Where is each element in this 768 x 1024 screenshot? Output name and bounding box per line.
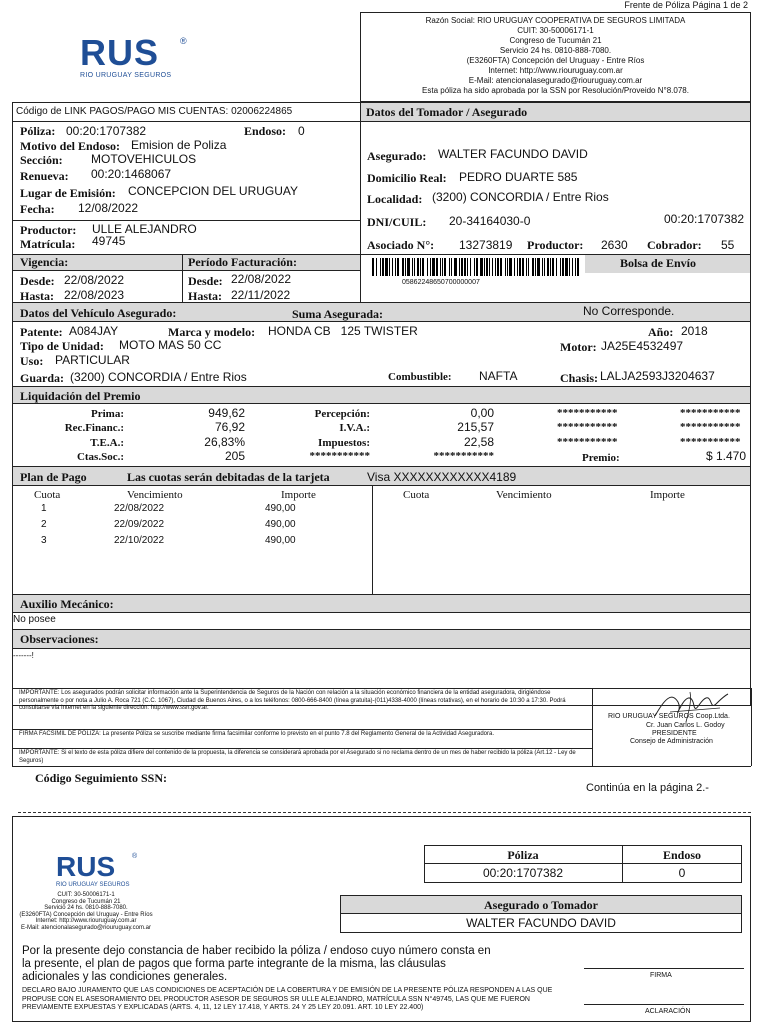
signature-name: Cr. Juan Carlos L. Godoy [646,722,725,729]
link-pagos: Código de LINK PAGOS/PAGO MIS CUENTAS: 02006224865 [16,106,293,117]
chasis-label: Chasis: [560,371,599,385]
col-importe-2: Importe [650,489,685,501]
company-line: Servicio 24 hs. 0810-888-7080. [499,46,612,55]
domicilio-value: PEDRO DUARTE 585 [459,170,578,184]
dni-value: 20-34164030-0 [449,214,531,228]
barcode-bar [454,258,457,276]
marca-label: Marca y modelo: [168,325,256,339]
percepcion-label: Percepción: [314,408,370,420]
importe-2: 490,00 [265,519,296,530]
barcode-bar [565,258,568,276]
asociado-label: Asociado N°: [367,238,435,252]
cobrador-value: 55 [721,238,735,252]
barcode-bar [407,258,410,276]
asegurado-label: Asegurado: [367,149,427,163]
signature-company: RIO URUGUAY SEGUROS Coop.Ltda. [608,713,730,720]
motor-value: JA25E4532497 [601,339,684,353]
barcode-bar [519,258,521,276]
barcode-bar [430,258,431,276]
stars: *********** [433,450,494,462]
barcode-bar [528,258,529,276]
firma-facsimil: FIRMA FACSIMIL DE PÓLIZA: La presente Póliza se suscribe mediante firma facsimilar conforme lo previsto en el punto 7.8 del Reglamento General de la Actividad Aseguradora. [19,731,495,737]
col-cuota-2: Cuota [403,489,430,501]
stub-endoso-value: 0 [678,866,686,880]
barcode [372,258,582,276]
company-info-box [360,12,751,102]
cuota-3: 3 [41,535,47,546]
fecha-value: 12/08/2022 [78,201,139,215]
poliza-label: Póliza: [20,124,56,138]
stub-asegurado-label: Asegurado o Tomador [483,898,599,912]
recfin-value: 76,92 [214,420,245,434]
col-vencimiento: Vencimiento [127,489,183,501]
premio-label: Premio: [582,452,620,464]
barcode-bar [470,258,471,276]
fecha-label: Fecha: [20,202,55,216]
company-logo [80,32,190,82]
barcode-bar [380,258,381,276]
logo-registered-mark: ® [180,36,187,46]
barcode-bar [486,258,488,276]
renueva-label: Renueva: [20,169,69,183]
stub-aclaracion-label: ACLARACIÓN [645,1008,691,1015]
stub-firma-label: FIRMA [650,972,672,979]
venc-2: 22/09/2022 [114,519,165,530]
barcode-bar [459,258,460,276]
barcode-bar [547,258,549,276]
patente-label: Patente: [20,325,63,339]
suma-value: No Corresponde. [583,304,675,318]
tomador-header: Datos del Tomador / Asegurado [366,105,528,119]
company-line: Esta póliza ha sido aprobada por la SSN por Resolución/Proveido N°8.078. [422,86,689,95]
periodo-desde-value: 22/08/2022 [231,272,292,286]
asegurado-value: WALTER FACUNDO DAVID [438,147,588,161]
chasis-value: LALJA2593J3204637 [600,369,715,383]
ctassoc-value: 205 [224,449,245,463]
barcode-bar [476,258,478,276]
stars: *********** [309,450,370,462]
stub-company-line: (E3260FTA) Concepción del Uruguay - Entre Ríos [19,911,153,918]
marca-value: HONDA CB 125 TWISTER [268,324,418,338]
stub-endoso-label: Endoso [662,848,702,862]
observaciones-value: -------! [13,651,34,660]
barcode-bar [542,258,543,276]
barcode-bar [509,258,512,276]
guarda-value: (3200) CONCORDIA / Entre Rios [70,370,247,384]
plan-debit-text: Las cuotas serán debitadas de la tarjeta [127,470,330,484]
barcode-bar [522,258,524,276]
premio-value: $ 1.470 [705,449,746,463]
barcode-bar [489,258,490,276]
page-header: Frente de Póliza Página 1 de 2 [624,0,748,10]
observaciones-header: Observaciones: [20,632,99,646]
lugar-value: CONCEPCION DEL URUGUAY [128,184,299,198]
productor-value: ULLE ALEJANDRO [92,222,197,236]
auxilio-header: Auxilio Mecánico: [20,597,114,611]
barcode-bar [500,258,502,276]
percepcion-value: 0,00 [470,406,494,420]
venc-1: 22/08/2022 [114,503,165,514]
barcode-bar [505,258,506,276]
motivo-label: Motivo del Endoso: [20,139,121,153]
barcode-bar [412,258,413,276]
periodo-desde-label: Desde: [188,274,223,288]
company-line: E-Mail: atencionalasegurado@riouruguay.com.ar [468,76,643,85]
impuestos-label: Impuestos: [318,437,370,449]
barcode-bar [444,258,446,276]
tomador-productor-value: 2630 [601,238,628,252]
stub-company-line: E-Mail: atencionalasegurado@riouruguay.com.ar [20,924,152,931]
barcode-bar [562,258,564,276]
tea-label: T.E.A.: [90,437,124,449]
matricula-value: 49745 [92,234,126,248]
importe-1: 490,00 [265,503,296,514]
barcode-bar [552,258,554,276]
barcode-bar [556,258,557,276]
barcode-bar [420,258,421,276]
liquidacion-header: Liquidación del Premio [20,389,141,403]
barcode-bar [372,258,374,276]
endoso-value: 0 [298,124,305,138]
vigencia-desde-label: Desde: [20,274,55,288]
barcode-bar [397,258,399,276]
barcode-bar [385,258,388,276]
barcode-bar [514,258,515,276]
stub-logo-text: RUS [56,851,116,882]
barcode-bar [405,258,406,276]
barcode-bar [492,258,493,276]
col-cuota: Cuota [34,489,61,501]
stub-company-line: Internet: http://www.riouruguay.com.ar [35,918,137,924]
barcode-bar [417,258,419,276]
stub-declaro: DECLARO BAJO JURAMENTO QUE LAS CONDICIONES DE ACEPTACIÓN DE LA COBERTURA Y DE EMISIÓN DE LA PRESENTE PÓLIZA RESPONDEN A LAS QUE PROPUSE CON EL ASESORAMIENTO DEL PRODUCTOR ASESOR DE SEGUROS SR ULLE ALEJANDRO, MATRÍCULA SSN N°49745, LAS QUE ME FUERON PREVIAMENTE EXPUESTAS Y EXPLICADAS (ARTS. 4, 11, 12 LEY 17.418, Y ARTS. 24 Y 25 LEY 20.091. ART. 10 LEY 22.400) [22,987,553,1012]
barcode-bar [535,258,536,276]
anio-label: Año: [648,325,674,339]
renueva-value: 00:20:1468067 [91,167,172,181]
barcode-bar [382,258,384,276]
ctassoc-label: Ctas.Soc.: [76,451,124,463]
stub-company-line: Servicio 24 hs. 0810-888-7080. [44,905,128,911]
stars: *********** [680,421,741,433]
anio-value: 2018 [681,324,708,338]
stub-logo-registered-mark: ® [132,853,138,860]
barcode-bar [376,258,377,276]
barcode-bar [464,258,466,276]
col-vencimiento-2: Vencimiento [496,489,552,501]
auxilio-header-bg [13,595,750,612]
stub-company-info [16,892,156,931]
periodo-header: Período Facturación: [188,255,297,269]
importante-propuesta: IMPORTANTE: Si el texto de esta póliza difiere del contenido de la propuesta, la diferencia se considerará aprobada por el Asegurado si no reclama dentro de un mes de haber recibido la póliza (Art.12 - Ley de Seguros) [19,750,576,764]
recfin-label: Rec.Financ.: [64,422,124,434]
vigencia-hasta-label: Hasta: [20,289,54,303]
vigencia-desde-value: 22/08/2022 [64,273,125,287]
ssn-label: Código Seguimiento SSN: [35,771,168,785]
barcode-bar [495,258,496,276]
suma-label: Suma Asegurada: [292,307,384,321]
barcode-bar [440,258,441,276]
periodo-hasta-label: Hasta: [188,289,222,303]
barcode-bar [532,258,534,276]
company-line: Razón Social: RIO URUGUAY COOPERATIVA DE SEGUROS LIMITADA [425,16,686,25]
signature-council: Consejo de Administración [630,738,713,745]
tea-value: 26,83% [204,435,245,449]
lugar-label: Lugar de Emisión: [20,186,116,200]
company-line: (E3260FTA) Concepción del Uruguay - Entre Ríos [466,56,645,65]
localidad-value: (3200) CONCORDIA / Entre Rios [432,190,609,204]
periodo-hasta-value: 22/11/2022 [231,288,291,302]
stars: *********** [680,407,741,419]
vigencia-header: Vigencia: [20,255,69,269]
company-line: Congreso de Tucumán 21 [509,36,602,45]
barcode-bar [395,258,396,276]
logo-text: RUS [80,32,160,73]
obs-header-bg [13,630,750,648]
barcode-bar [414,258,415,276]
barcode-bar [517,258,518,276]
stub-company-line: CUIT: 30-50006171-1 [57,892,115,898]
cut-line [18,812,751,813]
barcode-bar [436,258,438,276]
barcode-bar [572,258,573,276]
barcode-bar [442,258,443,276]
stub-constancia: Por la presente dejo constancia de haber recibido la póliza / endoso cuyo número consta en la presente, el plan de pagos que forma parte integrante de la misma, las cláusulas adicionales y las condiciones generales. [22,945,491,983]
tipo-label: Tipo de Unidad: [20,339,104,353]
barcode-bar [389,258,390,276]
continua-label: Continúa en la página 2.- [586,782,709,794]
barcode-bar [467,258,468,276]
bolsa-envio: Bolsa de Envío [620,256,697,270]
endoso-label: Endoso: [244,124,287,138]
uso-label: Uso: [20,354,44,368]
barcode-number: 05862248650700000007 [402,279,480,286]
plan-header: Plan de Pago [20,470,87,484]
tipo-value: MOTO MAS 50 CC [119,338,222,352]
poliza-value: 00:20:1707382 [66,124,147,138]
logo-subtitle: RIO URUGUAY SEGUROS [80,72,172,79]
barcode-bar [526,258,527,276]
asociado-value: 13273819 [459,238,513,252]
barcode-bar [449,258,450,276]
barcode-bar [577,258,579,276]
barcode-bar [451,258,452,276]
barcode-bar [392,258,393,276]
barcode-bar [507,258,508,276]
barcode-bar [544,258,545,276]
auxilio-value: No posee [13,614,56,625]
barcode-bar [575,258,576,276]
seccion-label: Sección: [20,153,63,167]
importe-3: 490,00 [265,535,296,546]
iva-label: I.V.A.: [339,422,370,434]
tomador-productor-label: Productor: [527,238,584,252]
barcode-bar [461,258,463,276]
barcode-bar [550,258,551,276]
motor-label: Motor: [560,340,597,354]
stars: *********** [557,407,618,419]
patente-value: A084JAY [69,324,119,338]
domicilio-label: Domicilio Real: [367,171,447,185]
barcode-bar [560,258,561,276]
cobrador-label: Cobrador: [647,238,702,252]
stars: *********** [680,436,741,448]
impuestos-value: 22,58 [463,435,494,449]
dni-right-value: 00:20:1707382 [664,212,745,226]
cuota-1: 1 [41,503,47,514]
plan-card: Visa XXXXXXXXXXXX4189 [367,470,517,484]
cuota-2: 2 [41,519,47,530]
company-line: Internet: http://www.riouruguay.com.ar [488,66,623,75]
motivo-value: Emision de Poliza [131,138,227,152]
stars: *********** [557,421,618,433]
stub-poliza-label: Póliza [507,848,539,862]
seccion-value: MOTOVEHICULOS [91,152,197,166]
combustible-label: Combustible: [388,371,452,383]
barcode-bar [569,258,570,276]
prima-value: 949,62 [208,406,245,420]
prima-label: Prima: [91,408,124,420]
stub-company-line: Congreso de Tucumán 21 [51,898,121,905]
vigencia-hasta-value: 22/08/2023 [64,288,125,302]
barcode-bar [497,258,499,276]
combustible-value: NAFTA [479,369,518,383]
barcode-bar [432,258,435,276]
stub-poliza-value: 00:20:1707382 [482,866,564,880]
matricula-label: Matrícula: [20,237,76,251]
iva-value: 215,57 [457,420,494,434]
barcode-bar [537,258,540,276]
dni-label: DNI/CUIL: [367,215,427,229]
guarda-label: Guarda: [20,371,65,385]
company-line: CUIT: 30-50006171-1 [517,26,594,35]
barcode-bar [427,258,428,276]
vehiculo-header: Datos del Vehículo Asegurado: [20,306,177,320]
localidad-label: Localidad: [367,192,423,206]
stub-logo [56,851,146,887]
productor-label: Productor: [20,223,77,237]
barcode-bar [480,258,483,276]
barcode-bar [484,258,485,276]
stars: *********** [557,436,618,448]
stub-logo-subtitle: RIO URUGUAY SEGUROS [56,882,130,888]
barcode-bar [402,258,404,276]
uso-value: PARTICULAR [55,353,130,367]
barcode-bar [474,258,475,276]
stub-asegurado-value: WALTER FACUNDO DAVID [466,916,616,930]
venc-3: 22/10/2022 [114,535,165,546]
col-importe: Importe [281,489,316,501]
importante-ssn: IMPORTANTE: Los asegurados podrán solicitar información ante la Superintendencia de Seguros de la Nación con relación a la situación económico financiera de la entidad aseguradora, dirigiéndose personalmente o por nota a Julio A. Roca 721 (C.C. 1067), Ciudad de Buenos Aires, o a los teléfonos: 0800-666-8400 (línea gratuita)-(011)4338-4000 (líneas rotativas), en el horario de 10:30 a 17:30. Podrá consultarse vía Internet en la siguiente dirección: http://www.ssn.gov.ar. [19,690,566,711]
barcode-bar [422,258,424,276]
signature-title: PRESIDENTE [652,730,697,737]
